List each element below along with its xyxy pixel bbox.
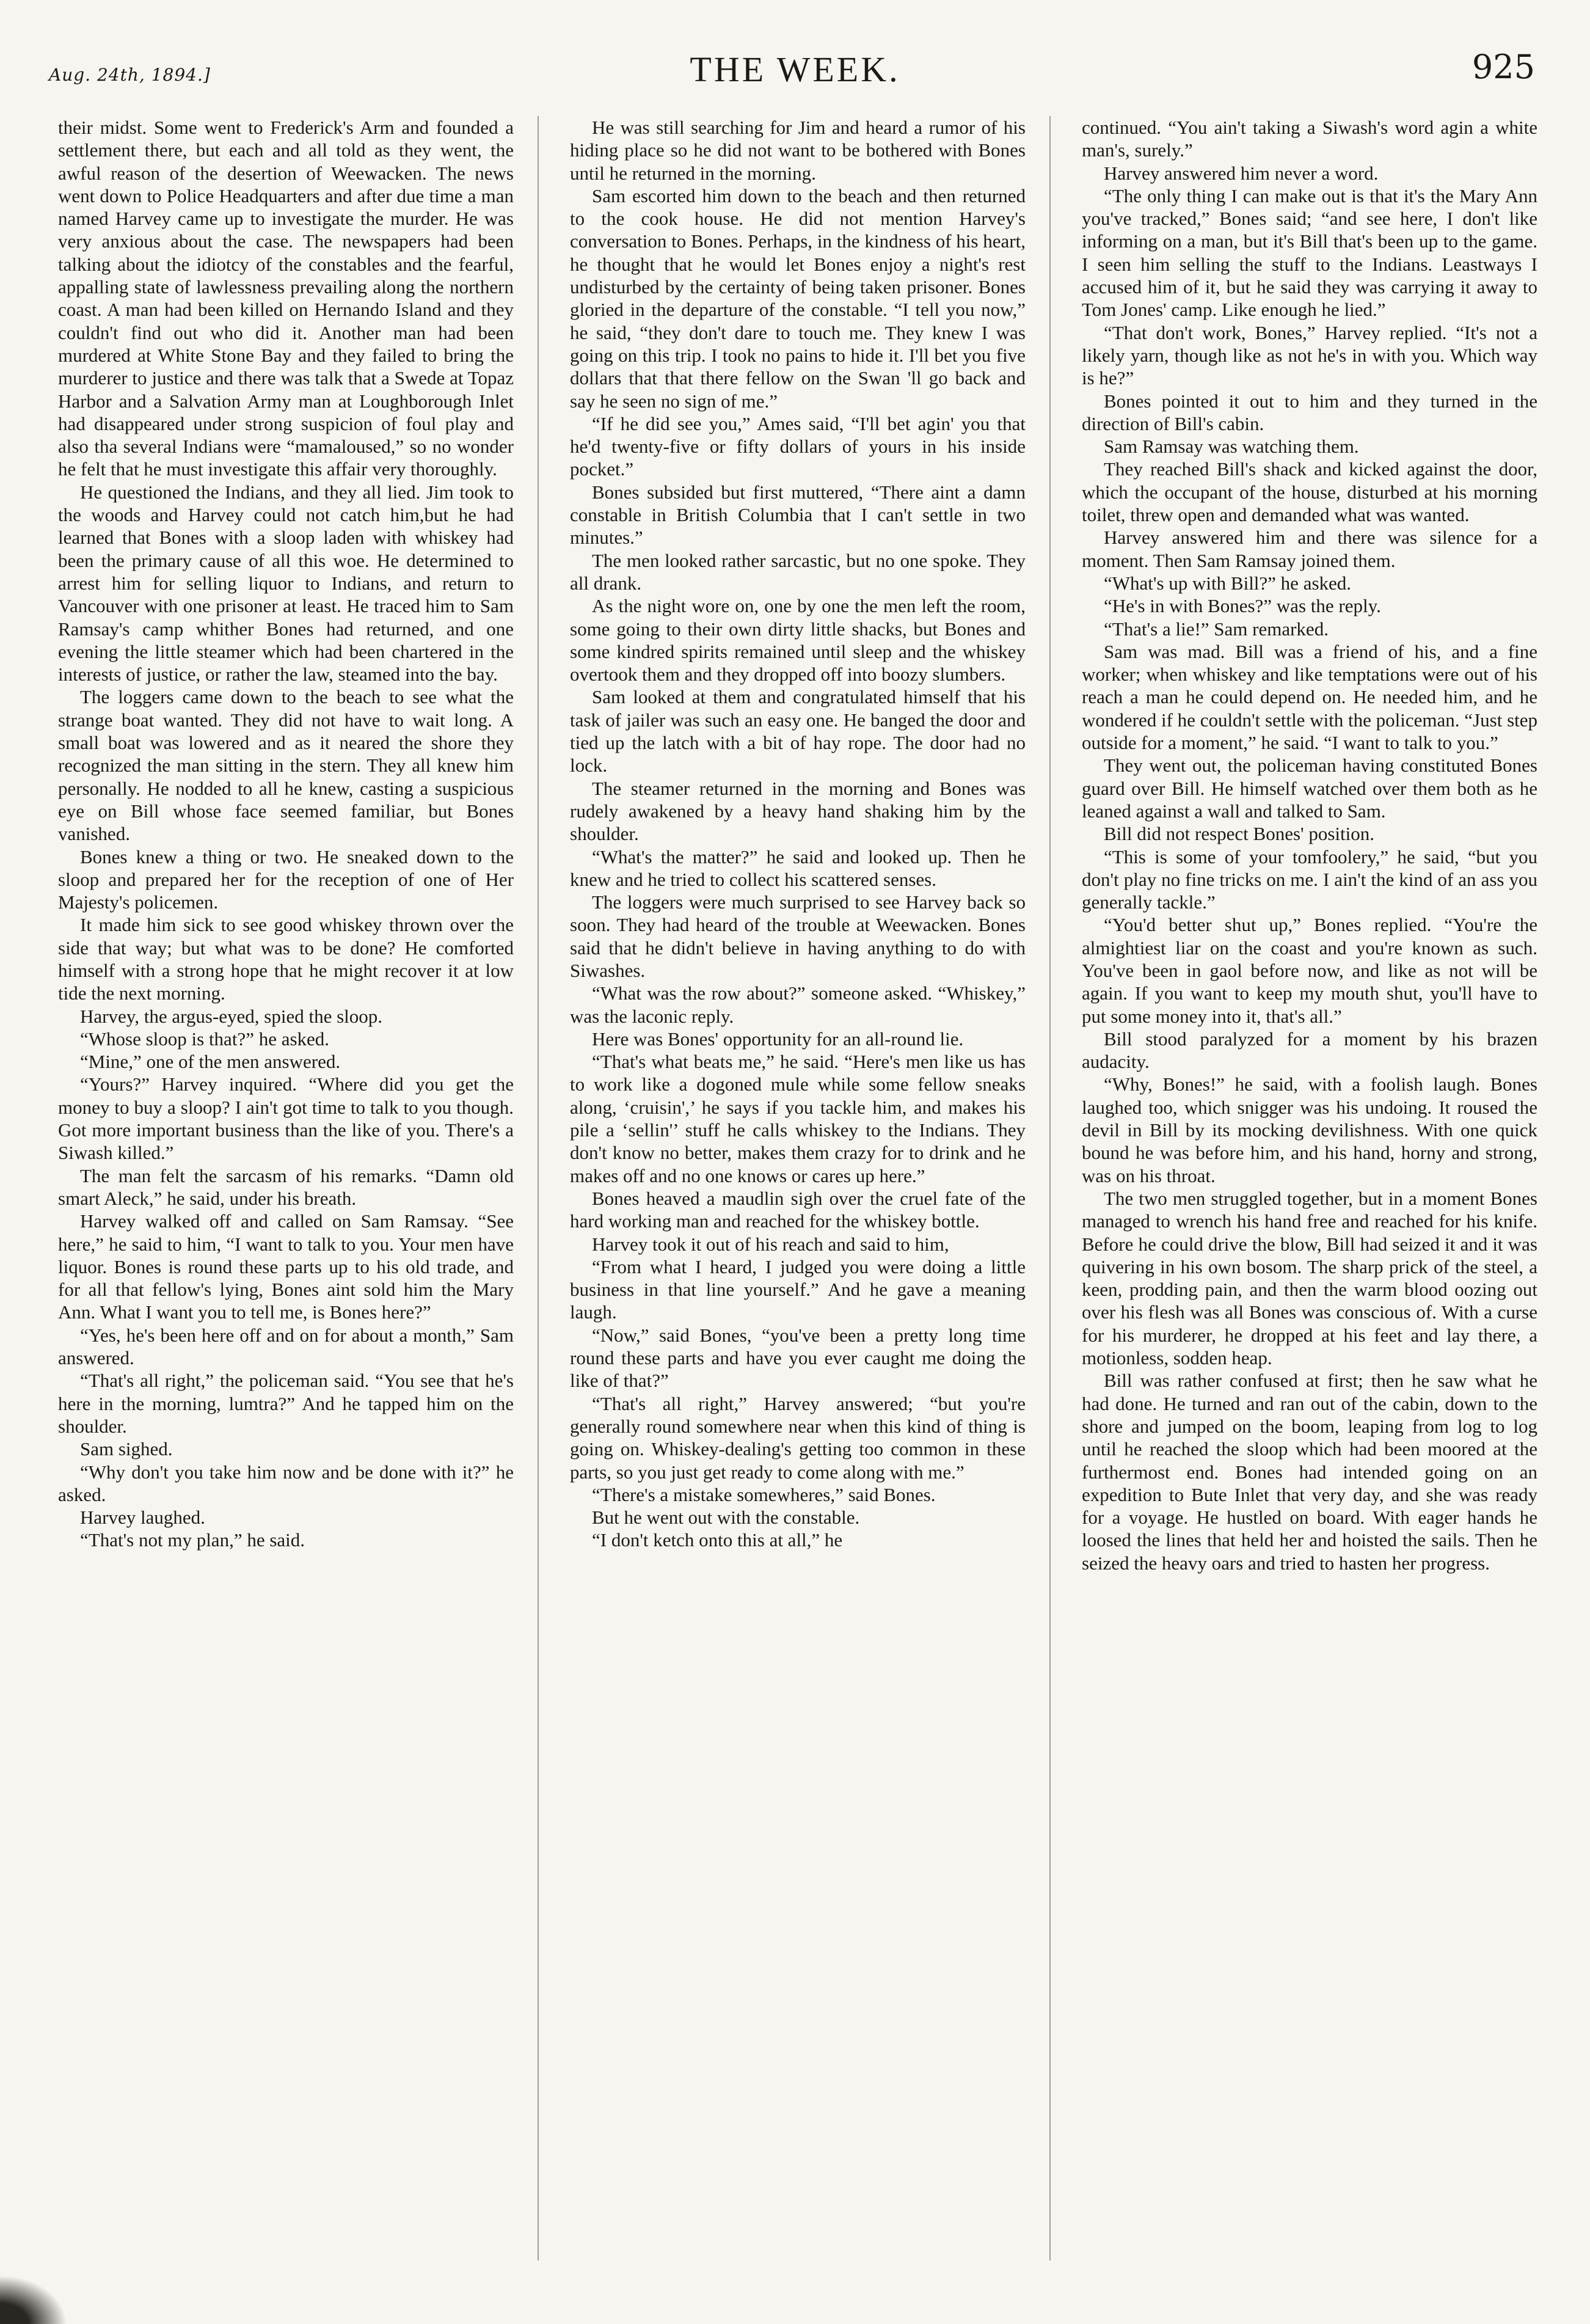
column-3 — [1082, 116, 1537, 2267]
issue-date: Aug. 24th, 1894.] — [49, 65, 211, 85]
paragraph: “Why, Bones!” he said, with a foolish laugh. Bones laughed too, which snigger was his undoing. It roused the devil in Bill by its mocking devilishness. With one quick bound he was before him, and his hand, horny and strong, was on his throat. — [1082, 1073, 1537, 1186]
paragraph: “There's a mistake somewheres,” said Bones. — [592, 1483, 936, 1505]
paragraph: As the night wore on, one by one the men left the room, some going to their own dirty little shacks, but Bones and some kindred spirits remained until sleep and the whiskey overtook them and they dropped off into boozy slumbers. — [570, 595, 1026, 685]
paragraph: Bones pointed it out to him and they turned in the direction of Bill's cabin. — [1082, 390, 1537, 434]
paragraph: continued. “You ain't taking a Siwash's word agin a white man's, surely.” — [1082, 117, 1537, 161]
publication-title: THE WEEK. — [690, 49, 900, 89]
paragraph: “Why don't you take him now and be done with it?” he asked. — [58, 1461, 514, 1505]
paragraph: The two men struggled together, but in a moment Bones managed to wrench his hand free and reached for his knife. Before he could drive the blow, Bill had seized it and it was quivering in his own bosom. The sharp prick of the steel, a keen, prodding pain, and then the warm blood oozing out over his flesh was all Bones was conscious of. With a curse for his murderer, he dropped at his feet and lay there, a motionless, sodden heap. — [1082, 1187, 1537, 1369]
paragraph: The men looked rather sarcastic, but no one spoke. They all drank. — [570, 549, 1026, 594]
paragraph: “You'd better shut up,” Bones replied. “You're the almightiest liar on the coast and you're known as such. You've been in gaol before now, and like as not will be again. If you want to keep my mouth shut, you'll have to put some money into it, that's all.” — [1082, 914, 1537, 1027]
paragraph: He was still searching for Jim and heard a rumor of his hiding place so he did not want to be bothered with Bones until he returned in the morning. — [570, 117, 1026, 184]
page-number: 925 — [1471, 48, 1535, 86]
paragraph: Bones knew a thing or two. He sneaked down to the sloop and prepared her for the reception of one of Her Majesty's policemen. — [58, 846, 514, 913]
paragraph: They went out, the policeman having constituted Bones guard over Bill. He himself watched over them both as he leaned against a wall and talked to Sam. — [1082, 755, 1537, 822]
paragraph: “What's the matter?” he said and looked up. Then he knew and he tried to collect his scattered senses. — [570, 846, 1026, 890]
paragraph: Bill did not respect Bones' position. — [1104, 823, 1375, 845]
paragraph: Harvey answered him never a word. — [1104, 162, 1379, 184]
paragraph: The loggers were much surprised to see Harvey back so soon. They had heard of the trouble at Weewacken. Bones said that he didn't believe in having anything to do with Siwashes. — [570, 891, 1026, 981]
paragraph: “I don't ketch onto this at all,” he — [592, 1529, 843, 1551]
paragraph: Sam looked at them and congratulated himself that his task of jailer was such an easy one. He banged the door and tied up the latch with a bit of hay rope. The door had no lock. — [570, 686, 1026, 776]
column-2 — [570, 116, 1026, 2267]
paragraph: Sam was mad. Bill was a friend of his, and a fine worker; when whiskey and like temptations were out of his reach a man he could depend on. He needed him, and he wondered if he couldn't settle with the policeman. “Just step outside for a moment,” he said. “I want to talk to you.” — [1082, 640, 1537, 754]
paragraph: Harvey, the argus-eyed, spied the sloop. — [80, 1005, 383, 1027]
article-columns — [58, 116, 1536, 2267]
paragraph: The man felt the sarcasm of his remarks. “Damn old smart Aleck,” he said, under his breath. — [58, 1164, 514, 1209]
paragraph: “What's up with Bill?” he asked. — [1104, 572, 1352, 594]
page-header — [43, 43, 1547, 98]
paragraph: But he went out with the constable. — [592, 1507, 860, 1529]
paragraph: Harvey took it out of his reach and said to him, — [592, 1233, 949, 1255]
paragraph: “That's all right,” the policeman said. “You see that he's here in the morning, lumtra?” And he tapped him on the shoulder. — [58, 1370, 514, 1437]
paragraph: “Yes, he's been here off and on for about a month,” Sam answered. — [58, 1324, 514, 1369]
paragraph: It made him sick to see good whiskey thrown over the side that way; but what was to be done? He comforted himself with a strong hope that he might recover it at low tide the next morning. — [58, 914, 514, 1004]
paragraph: The steamer returned in the morning and Bones was rudely awakened by a heavy hand shaking him by the shoulder. — [570, 777, 1026, 845]
paragraph: “If he did see you,” Ames said, “I'll bet agin' you that he'd twenty-five or fifty dollars of yours in his inside pocket.” — [570, 412, 1026, 480]
paragraph: They reached Bill's shack and kicked against the door, which the occupant of the house, disturbed at his morning toilet, threw open and demanded what was wanted. — [1082, 458, 1537, 526]
paragraph: Bones subsided but first muttered, “There aint a damn constable in British Columbia that I can't settle in two minutes.” — [570, 481, 1026, 549]
paragraph: Bill was rather confused at first; then he saw what he had done. He turned and ran out of the cabin, down to the shore and jumped on the boom, leaping from log to log until he reached the sloop which had been moored at the furthermost end. Bones had intended going on an expedition to Bute Inlet that very day, and she was ready for a voyage. He hustled on board. With eager hands he loosed the lines that held her and hoisted the sails. Then he seized the heavy oars and tried to hasten her progress. — [1082, 1370, 1537, 1574]
paragraph: “Mine,” one of the men answered. — [80, 1051, 341, 1073]
paragraph: Here was Bones' opportunity for an all-round lie. — [592, 1028, 964, 1050]
paragraph: Bill stood paralyzed for a moment by his brazen audacity. — [1082, 1028, 1537, 1073]
paragraph: Harvey walked off and called on Sam Ramsay. “See here,” he said to him, “I want to talk to you. Your men have liquor. Bones is round these parts up to his old trade, and for all that fellow's lying, Bones aint sold him the Mary Ann. What I want you to tell me, is Bones here?” — [58, 1210, 514, 1323]
paragraph: “Yours?” Harvey inquired. “Where did you get the money to buy a sloop? I ain't got time to talk to you though. Got more important business than the like of you. There's a Siwash killed.” — [58, 1073, 514, 1164]
paragraph: “What was the row about?” someone asked. “Whiskey,” was the laconic reply. — [570, 982, 1026, 1027]
paragraph: Sam Ramsay was watching them. — [1104, 436, 1359, 458]
paragraph: “He's in with Bones?” was the reply. — [1104, 595, 1381, 617]
paragraph: Sam escorted him down to the beach and then returned to the cook house. He did not mention Harvey's conversation to Bones. Perhaps, in the kindness of his heart, he thought that he would let Bones enjoy a night's rest undisturbed by the certainty of being taken prisoner. Bones gloried in the departure of the constable. “I tell you now,” he said, “they don't dare to touch me. They knew I was going on this trip. I took no pains to hide it. I'll bet you five dollars that that there fellow on the Swan 'll go back and say he seen no sign of me.” — [570, 185, 1026, 412]
paragraph: Harvey laughed. — [80, 1507, 205, 1529]
paragraph: Sam sighed. — [80, 1438, 173, 1460]
paragraph: The loggers came down to the beach to see what the strange boat wanted. They did not have to wait long. A small boat was lowered and as it neared the shore they recognized the man sitting in the stern. They all knew him personally. He nodded to all he knew, casting a suspicious eye on Bill whose face seemed familiar, but Bones vanished. — [58, 686, 514, 845]
paragraph: “That's all right,” Harvey answered; “but you're generally round somewhere near when this kind of thing is going on. Whiskey-dealing's getting too common in these parts, so you just get ready to come along with me.” — [570, 1392, 1026, 1483]
paragraph: “Now,” said Bones, “you've been a pretty long time round these parts and have you ever caught me doing the like of that?” — [570, 1324, 1026, 1392]
paragraph: Harvey answered him and there was silence for a moment. Then Sam Ramsay joined them. — [1082, 527, 1537, 571]
paragraph: Bones heaved a maudlin sigh over the cruel fate of the hard working man and reached for the whiskey bottle. — [570, 1187, 1026, 1232]
paragraph: He questioned the Indians, and they all lied. Jim took to the woods and Harvey could not catch him,but he had learned that Bones with a sloop laden with whiskey had been the primary cause of all this woe. He determined to arrest him for selling liquor to Indians, and return to Vancouver with one prisoner at least. He traced him to Sam Ramsay's camp whither Bones had returned, and one evening the little steamer which had been chartered in the interests of justice, or rather the law, steamed into the bay. — [58, 481, 514, 685]
paragraph: “That's what beats me,” he said. “Here's men like us has to work like a dogoned mule while some fellow sneaks along, ‘cruisin',’ he says if you tackle him, and makes his pile a ‘sellin'’ stuff he calls whiskey to the Indians. They don't know no better, makes them crazy for to drink and he makes off and no one knows or cares up here.” — [570, 1051, 1026, 1186]
paragraph: “That don't work, Bones,” Harvey replied. “It's not a likely yarn, though like as not he's in with you. Which way is he?” — [1082, 321, 1537, 389]
paragraph: “Whose sloop is that?” he asked. — [80, 1028, 330, 1050]
paragraph: their midst. Some went to Frederick's Arm and founded a settlement there, but each and all told as they went, the awful reason of the desertion of Weewacken. The news went down to Police Headquarters and after due time a man named Harvey came up to investigate the murder. He was very anxious about the case. The newspapers had been talking about the idiotcy of the constables and the fearful, appalling state of lawlessness prevailing along the northern coast. A man had been killed on Hernando Island and they couldn't find out who did it. Another man had been murdered at White Stone Bay and they failed to bring the murderer to justice and there was talk that a Swede at Topaz Harbor and a Salvation Army man at Loughborough Inlet had disappeared under strong suspicion of foul play and also tha several Indians were “mamaloused,” so no wonder he felt that he must investigate this affair very thoroughly. — [58, 117, 514, 480]
paragraph: “That's a lie!” Sam remarked. — [1104, 618, 1329, 640]
paragraph: “This is some of your tomfoolery,” he said, “but you don't play no fine tricks on me. I ain't the kind of an ass you generally tackle.” — [1082, 846, 1537, 913]
paragraph: “From what I heard, I judged you were doing a little business in that line yourself.” And he gave a meaning laugh. — [570, 1255, 1026, 1323]
column-1 — [58, 116, 514, 2267]
paragraph: “The only thing I can make out is that it's the Mary Ann you've tracked,” Bones said; “and see here, I don't like informing on a man, but it's Bill that's been up to the game. I seen him selling the stuff to the Indians. Leastways I accused him of it, but he said they was carrying it away to Tom Jones' camp. Like enough he lied.” — [1082, 185, 1537, 321]
paragraph: “That's not my plan,” he said. — [80, 1529, 305, 1551]
page-corner-smudge — [0, 2275, 67, 2324]
